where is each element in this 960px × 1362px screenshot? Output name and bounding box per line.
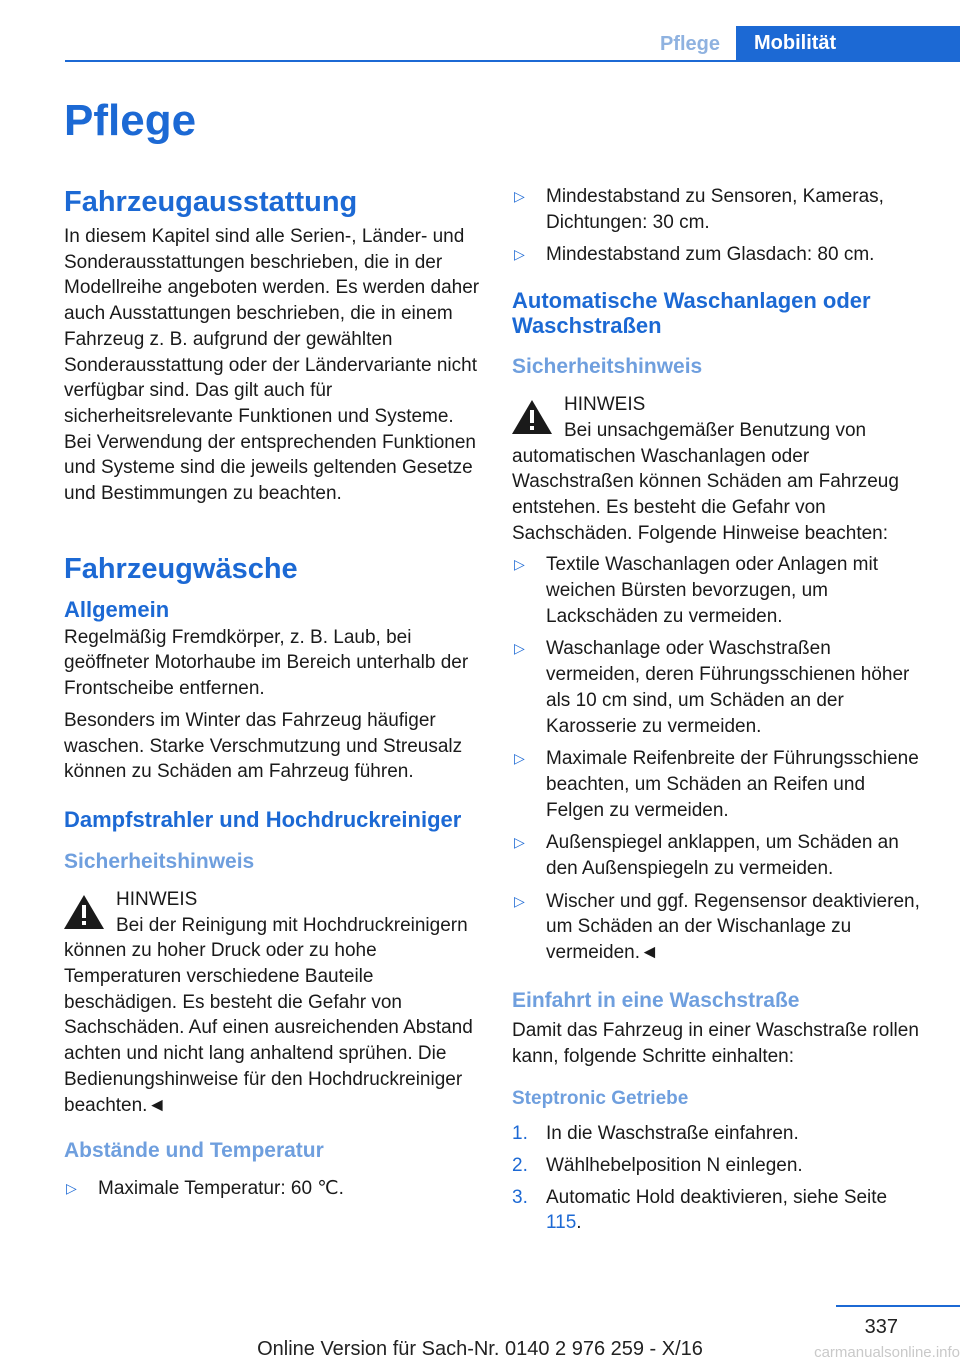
- heading-dampfstrahler: Dampfstrahler und Hochdruckreiniger: [64, 806, 462, 832]
- tab-mobilitaet[interactable]: Mobilität: [736, 26, 960, 62]
- tab-pflege[interactable]: Pflege: [659, 33, 720, 55]
- warning-triangle-icon: [62, 893, 106, 931]
- triangle-right-icon: ▷: [514, 892, 525, 909]
- heading-sicherheitshinweis: Sicherheitshinweis: [64, 849, 255, 873]
- online-version-text: Online Version für Sach-Nr. 0140 2 976 259 - X/16: [257, 1338, 703, 1360]
- list-item: 1. In die Waschstraße einfahren.: [512, 1123, 799, 1145]
- triangle-right-icon: ▷: [66, 1180, 77, 1197]
- heading-waschanlagen: Automatische Waschanlagen oder Waschstraßen: [512, 288, 871, 339]
- warning-block-2: [512, 392, 926, 546]
- page-title: Pflege: [64, 96, 197, 145]
- page-number: 337: [864, 1316, 898, 1338]
- triangle-right-icon: ▷: [514, 640, 525, 657]
- bullet-list-abstaende: [64, 1176, 480, 1202]
- list-item: 3. Automatic Hold deaktivieren, siehe Seite 115.: [512, 1186, 888, 1234]
- list-item: ▷ Waschanlage oder Waschstraßen vermeiden, deren Führungsschienen höher als 10 cm sind, um Schäden an der Karosserie zu vermeiden.: [514, 638, 910, 737]
- heading-einfahrt: Einfahrt in eine Waschstraße: [512, 988, 800, 1012]
- list-item: ▷ Wischer und ggf. Regensensor deaktivieren, um Schäden an der Wischanlage zu vermeiden.◄: [514, 890, 920, 964]
- warning-text: Bei unsachgemäßer Benutzung von automatischen Waschanlagen oder Waschstraßen können Schäden am Fahrzeug entstehen. Es besteht die Gefahr von Sachschäden. Folgende Hinweise beachten:: [512, 419, 899, 544]
- list-item: ▷ Maximale Temperatur: 60 ℃.: [64, 1176, 480, 1202]
- list-item: ▷ Mindestabstand zum Glasdach: 80 cm.: [512, 242, 926, 268]
- heading-abstaende: Abstände und Temperatur: [64, 1139, 324, 1163]
- heading-allgemein: Allgemein: [64, 596, 170, 622]
- paragraph-ausstattung: In diesem Kapitel sind alle Serien-, Länder- und Sonderausstattungen beschrieben, die in der Modellreihe angeboten werden. Es werden daher auch Ausstattungen beschrieben, die in einem Fahrzeug z. B. aufgrund der gewählten Sonderausstattung oder der Ländervariante nicht verfügbar sind. Das gilt auch für sicherheitsrelevante Funktionen und Systeme. Bei Verwendung der entsprechenden Funktionen und Systeme sind die jeweils geltenden Gesetze und Bestimmungen zu beachten.: [64, 226, 480, 505]
- triangle-right-icon: ▷: [514, 188, 525, 204]
- paragraph-allgemein-1: Regelmäßig Fremdkörper, z. B. Laub, bei geöffneter Motorhaube im Bereich unterhalb der Frontscheibe entfernen.: [64, 626, 469, 700]
- numbered-steps: [512, 1121, 926, 1236]
- bullet-list-abstaende-cont: [512, 184, 926, 268]
- header-bar: [0, 0, 960, 62]
- paragraph-einfahrt: Damit das Fahrzeug in einer Waschstraße rollen kann, folgende Schritte einhalten:: [512, 1019, 919, 1067]
- right-column: [512, 184, 926, 1242]
- list-item: ▷ Mindestabstand zu Sensoren, Kameras, Dichtungen: 30 cm.: [514, 186, 884, 233]
- bullet-list-waschanlagen: [512, 552, 926, 966]
- warning-block: [64, 887, 480, 1118]
- list-item: ▷ Textile Waschanlagen oder Anlagen mit weichen Bürsten bevorzugen, um Lackschäden zu vermeiden.: [514, 554, 878, 627]
- warning-title: HINWEIS: [564, 394, 646, 416]
- triangle-right-icon: ▷: [514, 834, 525, 851]
- warning-triangle-icon: [510, 398, 554, 436]
- left-column: [64, 184, 480, 1209]
- watermark: carmanualsonline.info: [814, 1344, 960, 1361]
- footer-rule: [836, 1305, 960, 1307]
- list-item: 2. Wählhebelposition N einlegen.: [512, 1154, 803, 1176]
- heading-fahrzeugwaesche: Fahrzeugwäsche: [64, 552, 298, 585]
- heading-steptronic: Steptronic Getriebe: [512, 1088, 689, 1110]
- triangle-right-icon: ▷: [514, 246, 525, 263]
- heading-fahrzeugausstattung: Fahrzeugausstattung: [64, 186, 358, 218]
- warning-title: HINWEIS: [116, 888, 198, 910]
- list-item: ▷ Maximale Reifenbreite der Führungsschiene beachten, um Schäden an Reifen und Felgen zu vermeiden.: [514, 748, 919, 821]
- header-rule: [65, 60, 960, 62]
- triangle-right-icon: ▷: [514, 750, 525, 767]
- list-item: ▷ Außenspiegel anklappen, um Schäden an den Außenspiegeln zu vermeiden.: [514, 832, 899, 880]
- paragraph-allgemein-2: Besonders im Winter das Fahrzeug häufiger waschen. Starke Verschmutzung und Streusalz können zu Schäden am Fahrzeug führen.: [64, 709, 463, 783]
- page-link-115[interactable]: 115: [546, 1212, 577, 1234]
- heading-sicherheitshinweis-2: Sicherheitshinweis: [512, 355, 703, 379]
- warning-text: Bei der Reinigung mit Hochdruckreinigern können zu hoher Druck oder zu hohe Temperaturen verschiedene Bauteile beschädigen. Es besteht die Gefahr von Sachschäden. Auf einen ausreichenden Abstand achten und nicht lang anhaltend sprühen. Die Bedienungshinweise für den Hochdruckreiniger beachten.◄: [64, 914, 473, 1116]
- triangle-right-icon: ▷: [514, 556, 525, 573]
